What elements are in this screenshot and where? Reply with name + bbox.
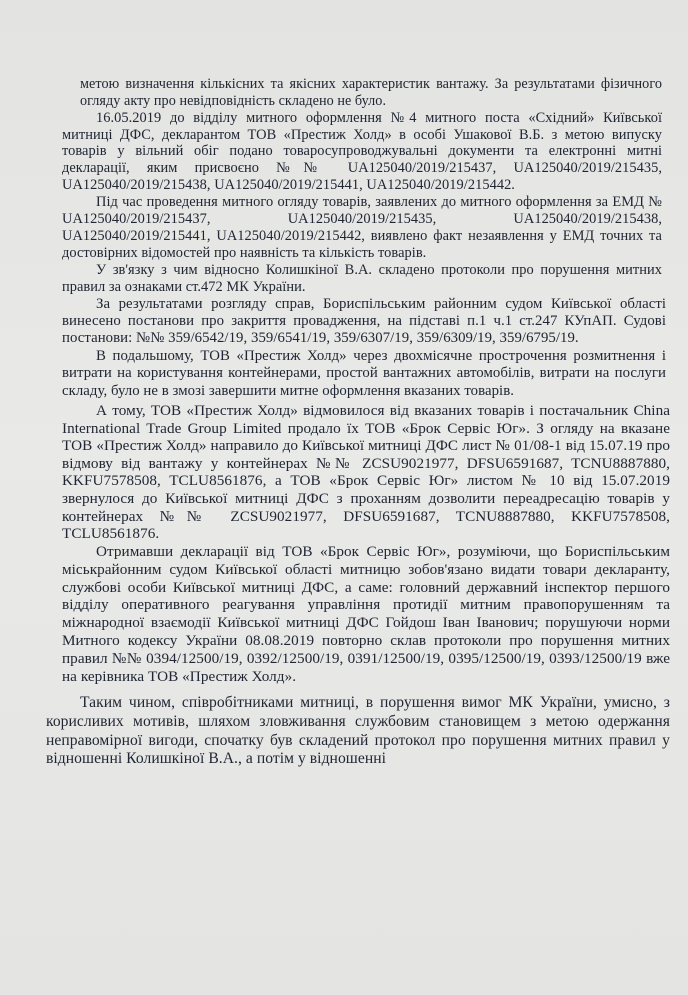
paragraph-inspection-result: метою визначення кількісних та якісних характеристик вантажу. За результатами фізичного огляду акту про невідповідність складено не було.: [80, 76, 662, 109]
paragraph-violation-protocols: У зв'язку з чим відносно Колишкіної В.А. складено протоколи про порушення митних правил за ознаками ст.472 МК України.: [62, 261, 662, 295]
paragraph-conclusion: Таким чином, співробітниками митниці, в порушення вимог МК України, умисно, з корисливих мотивів, шляхом зловживання службовим становищем з метою одержання неправомірної вигоди, спочатку був складений протокол про порушення митних правил у відношенні Колишкіної В.А., а потім у відношенні: [46, 694, 670, 768]
paragraph-declaration-submission: 16.05.2019 до відділу митного оформлення №4 митного поста «Східний» Київської митниці ДФС, декларантом ТОВ «Престиж Холд» в особі Ушакової В.Б. з метою випуску товарів у вільний обіг подано товаросупроводжувальні документи та електронні митні декларації, яким присвоєно №№ UA125040/2019/215437, UA125040/2019/215435, UA125040/2019/215438, UA125040/2019/215441, UA125040/2019/215442.: [62, 109, 662, 194]
paragraph-customs-inspection: Під час проведення митного огляду товарів, заявлених до митного оформлення за ЕМД № UA125040/2019/215437, UA125040/2019/215435, UA125040/2019/215438, UA125040/2019/215441, UA125040/2019/215442, виявлено факт незаявлення у ЕМД точних та достовірних відомостей про наявність та кількість товарів.: [62, 194, 662, 261]
paragraph-goods-refusal: А тому, ТОВ «Престиж Холд» відмовилося від вказаних товарів і постачальник China International Trade Group Limited продало їх ТОВ «Брок Сервіс Юг». З огляду на вказане ТОВ «Престиж Холд» направило до Київської митниці ДФС лист № 01/08-1 від 15.07.19 про відмову від вантажу у контейнерах №№ ZCSU9021977, DFSU6591687, TCNU8887880, KKFU7578508, TCLU8561876, а ТОВ «Брок Сервіс Юг» листом № 10 від 15.07.2019 звернулося до Київської митниці ДФС з проханням дозволити переадресацію товарів у контейнерах №№ ZCSU9021977, DFSU6591687, TCNU8887880, KKFU7578508, TCLU8561876.: [62, 402, 670, 543]
paragraph-court-rulings: За результатами розгляду справ, Бориспільським районним судом Київської області винесено постанови про закриття провадження, на підставі п.1 ч.1 ст.247 КУпАП. Судові постанови: №№ 359/6542/19, 359/6541/19, 359/6307/19, 359/6309/19, 359/6795/19.: [62, 295, 666, 347]
paragraph-repeat-protocols: Отримавши декларації від ТОВ «Брок Сервіс Юг», розуміючи, що Бориспільським міськрайонним судом Київської області митницю зобов'язано видати товари декларанту, службові особи Київської митниці ДФС, а саме: головний державний інспектор першого відділу оперативного реагування управління протидії митним правопорушенням та міжнародної взаємодії Київської митниці ДФС Гойдош Іван Іванович; порушуючи норми Митного кодексу України 08.08.2019 повторно склав протоколи про порушення митних правил №№ 0394/12500/19, 0392/12500/19, 0391/12500/19, 0395/12500/19, 0393/12500/19 вже на керівника ТОВ «Престиж Холд».: [62, 542, 670, 686]
paragraph-clearance-delay: В подальшому, ТОВ «Престиж Холд» через двохмісячне прострочення розмитнення і витрати на користування контейнерами, простой вантажних автомобілів, витрати на послуги складу, було не в змозі завершити митне оформлення вказаних товарів.: [62, 347, 666, 399]
